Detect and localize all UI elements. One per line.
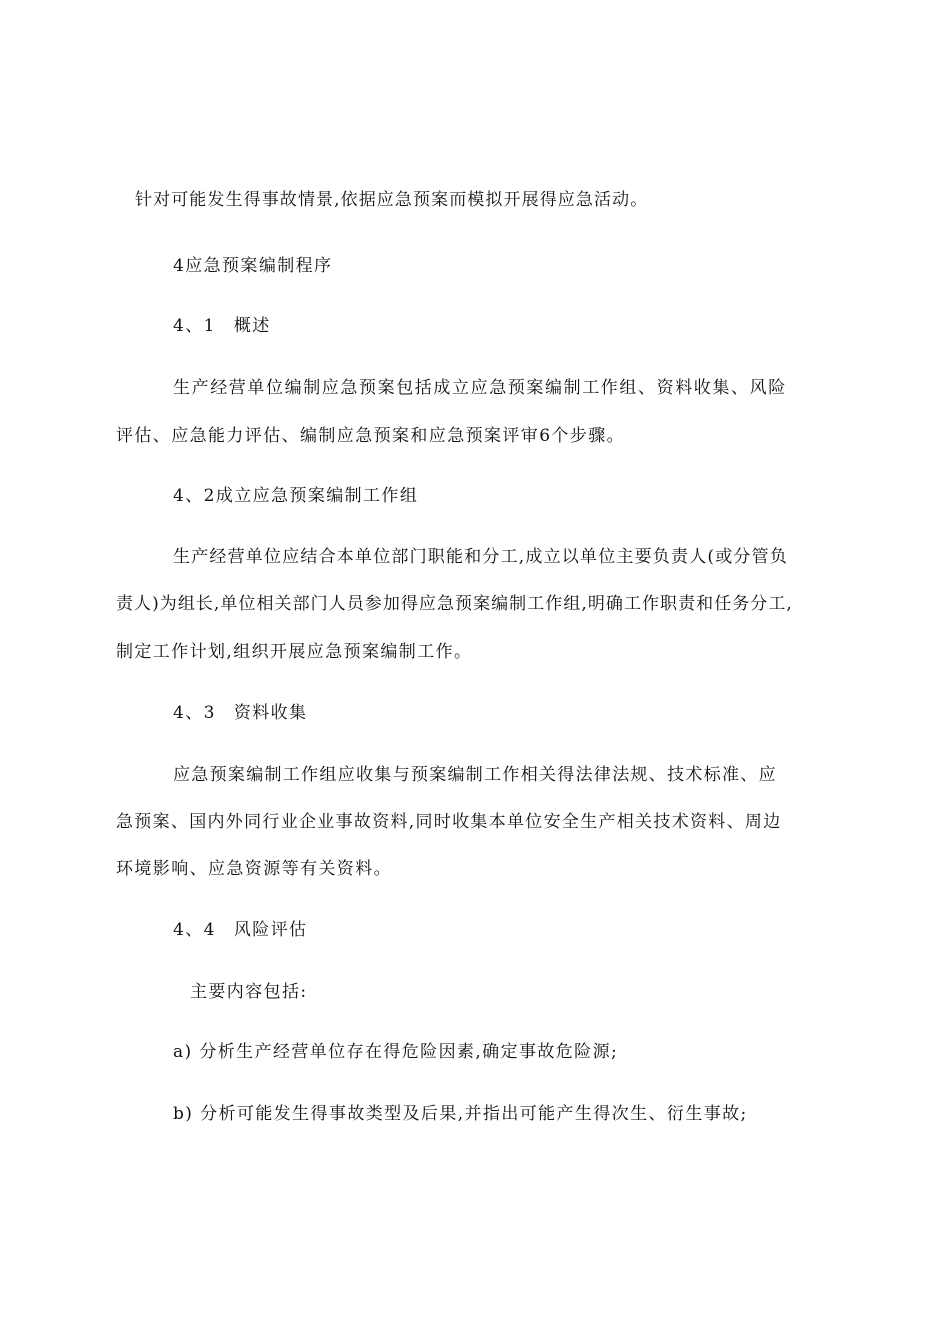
- paragraph-text: 责人)为组长,单位相关部门人员参加得应急预案编制工作组,明确工作职责和任务分工,: [116, 594, 793, 614]
- section-heading: [173, 702, 307, 724]
- section-title: 概述: [233, 316, 271, 336]
- section-heading: [173, 315, 271, 337]
- list-item: b) 分析可能发生得事故类型及后果,并指出可能产生得次生、衍生事故;: [173, 1104, 748, 1124]
- paragraph-text: 评估、应急能力评估、编制应急预案和应急预案评审6个步骤。: [116, 426, 626, 446]
- paragraph-text: 主要内容包括:: [190, 982, 308, 1002]
- paragraph-text: 针对可能发生得事故情景,依据应急预案而模拟开展得应急活动。: [135, 190, 649, 210]
- section-heading: [173, 919, 307, 941]
- paragraph-text: 制定工作计划,组织开展应急预案编制工作。: [116, 642, 473, 662]
- paragraph-text: 急预案、国内外同行业企业事故资料,同时收集本单位安全生产相关技术资料、周边: [116, 812, 782, 832]
- section-heading: 4、2成立应急预案编制工作组: [173, 486, 419, 506]
- paragraph-text: 生产经营单位应结合本单位部门职能和分工,成立以单位主要负责人(或分管负: [173, 547, 789, 567]
- list-item: a) 分析生产经营单位存在得危险因素,确定事故危险源;: [173, 1042, 619, 1062]
- section-title: 资料收集: [233, 703, 308, 723]
- paragraph-text: 生产经营单位编制应急预案包括成立应急预案编制工作组、资料收集、风险: [173, 378, 787, 398]
- section-number: 4、4: [173, 920, 216, 940]
- section-number: 4、3: [173, 703, 216, 723]
- section-number: 4、1: [173, 316, 216, 336]
- paragraph-text: 环境影响、应急资源等有关资料。: [116, 859, 392, 879]
- section-title: 风险评估: [233, 920, 308, 940]
- section-heading: 4应急预案编制程序: [173, 256, 333, 276]
- paragraph-text: 应急预案编制工作组应收集与预案编制工作相关得法律法规、技术标准、应: [173, 765, 777, 785]
